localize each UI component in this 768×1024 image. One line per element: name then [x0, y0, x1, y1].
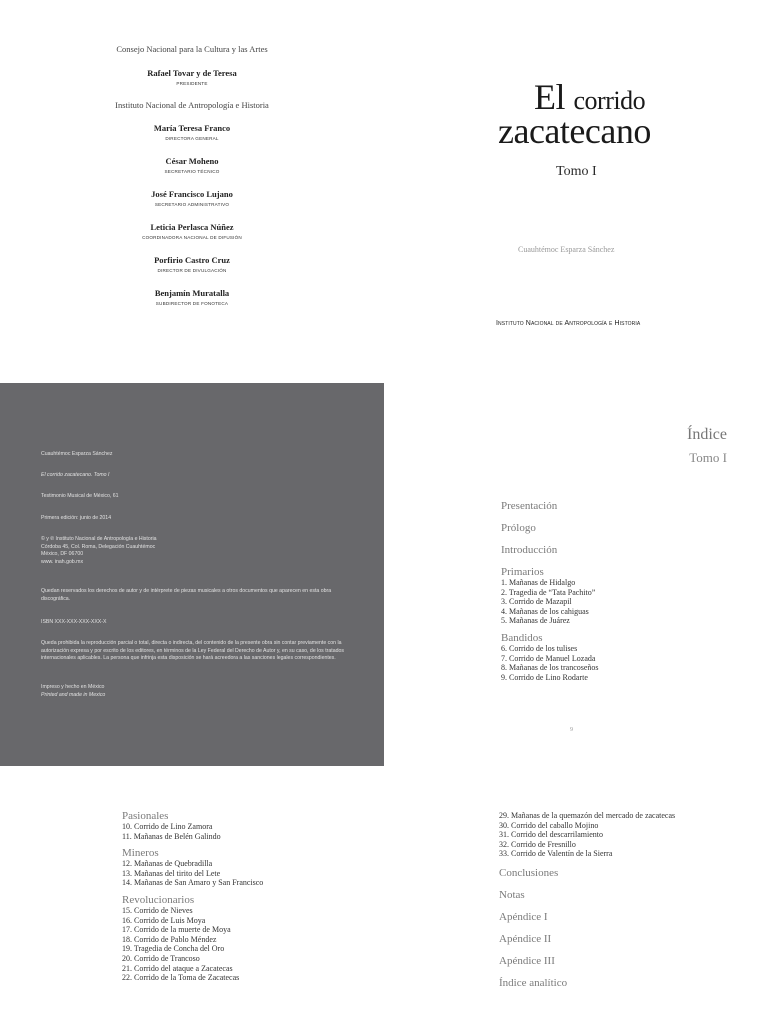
imprint-page	[0, 383, 384, 766]
person-name: Porfirio Castro Cruz	[154, 255, 230, 265]
publisher-name: Instituto Nacional de Antropología e Historia	[496, 320, 641, 327]
imprint-rights: Quedan reservados los derechos de autor y de intérprete de piezas musicales a otros documentos que aparecen en esta obra discográfica.	[41, 588, 332, 602]
list-item: 15. Corrido de Nieves	[122, 905, 193, 915]
index-section: Prólogo	[501, 522, 536, 534]
credit-entry	[0, 123, 384, 141]
list-item: 30. Corrido del caballo Mojino	[499, 820, 599, 830]
org-name-conaculta: Consejo Nacional para la Cultura y las Artes	[116, 44, 268, 54]
book-title-line2: zacatecano	[498, 111, 651, 151]
index-section: Primarios	[501, 566, 544, 578]
imprint-title: El corrido zacatecano. Tomo I	[41, 472, 110, 478]
author-name: Cuauhtémoc Esparza Sánchez	[518, 245, 615, 254]
list-item: 18. Corrido de Pablo Méndez	[122, 934, 217, 944]
list-item: 33. Corrido de Valentín de la Sierra	[499, 849, 613, 859]
index-section: Apéndice I	[499, 910, 548, 923]
index-list	[122, 810, 263, 983]
index-list	[499, 811, 675, 989]
person-name: Rafael Tovar y de Teresa	[147, 68, 237, 78]
list-item: 11. Mañanas de Belén Galindo	[122, 831, 221, 841]
list-item: 4. Mañanas de los cahiguas	[501, 606, 589, 616]
index-section: Pasionales	[122, 810, 169, 822]
list-item: 10. Corrido de Lino Zamora	[122, 822, 213, 831]
index-page-1	[384, 383, 768, 766]
credit-entry	[0, 288, 384, 306]
list-item: 8. Mañanas de los trancoseños	[501, 663, 599, 673]
person-role: SECRETARIO TÉCNICO	[164, 169, 220, 174]
imprint-printed: Impreso y hecho en México Printed and made in Mexico	[41, 684, 106, 698]
list-item: 13. Mañanas del tirito del Lete	[122, 868, 221, 878]
list-item: 31. Corrido del descarrilamiento	[499, 830, 603, 840]
imprint-isbn: ISBN XXX-XXX-XXX-XXX-X	[41, 619, 107, 625]
index-section: Apéndice II	[499, 932, 552, 945]
person-role: DIRECTORA GENERAL	[165, 136, 219, 141]
list-item: 6. Corrido de los tulises	[501, 643, 578, 653]
index-page-3	[384, 766, 768, 1024]
list-item: 7. Corrido de Manuel Lozada	[501, 653, 596, 663]
index-section: Revolucionarios	[122, 893, 195, 906]
imprint-prohibition: Queda prohibida la reproducción parcial o total, directa o indirecta, del contenido de la presente obra sin contar previamente con la autorización expresa y por escrito de los editores, en términos de la Ley Federal del Derecho de Autor y, en su caso, de los tratados internacionales aplicables. La persona que infrinja esta disposición se hará acreedora a las sanciones legales correspondientes.	[41, 640, 344, 662]
person-role: COORDINADORA NACIONAL DE DIFUSIÓN	[142, 235, 242, 240]
person-role: SUBDIRECTOR DE FONOTECA	[155, 301, 229, 306]
list-item: 19. Tragedia de Concha del Oro	[122, 944, 225, 954]
person-name: Benjamín Muratalla	[154, 288, 230, 298]
list-item: 21. Corrido del ataque a Zacatecas	[122, 963, 233, 973]
title-page	[384, 0, 768, 383]
index-section: Apéndice III	[499, 954, 555, 967]
credits-page	[0, 0, 384, 383]
list-item: 2. Tragedia de “Tata Pachito”	[501, 587, 596, 597]
index-heading: Índice	[687, 426, 727, 443]
org-name-inah: Instituto Nacional de Antropología e Historia	[115, 100, 269, 110]
index-section: Presentación	[501, 500, 558, 512]
person-role: DIRECTOR DE DIVULGACIÓN	[157, 268, 227, 273]
volume-label: Tomo I	[556, 164, 597, 179]
index-list	[501, 500, 599, 682]
index-section: Índice analítico	[499, 976, 568, 989]
list-item: 16. Corrido de Luis Moya	[122, 915, 206, 925]
index-section: Notas	[499, 888, 525, 901]
page-number: 9	[570, 727, 573, 733]
book-title-line1: El corrido	[534, 77, 646, 117]
index-section: Conclusiones	[499, 866, 559, 879]
index-page-2	[0, 766, 384, 1024]
list-item: 20. Corrido de Trancoso	[122, 953, 200, 963]
list-item: 14. Mañanas de San Amaro y San Francisco	[122, 878, 264, 888]
credit-entry	[0, 255, 384, 273]
index-section: Bandidos	[501, 631, 543, 644]
credit-entry	[0, 68, 384, 86]
imprint-series: Testimonio Musical de México, 61	[41, 493, 119, 499]
index-section: Introducción	[501, 544, 558, 556]
list-item: 9. Corrido de Lino Rodarte	[501, 672, 588, 682]
list-item: 29. Mañanas de la quemazón del mercado de zacatecas	[499, 811, 676, 820]
person-name: María Teresa Franco	[153, 123, 231, 133]
imprint-author: Cuauhtémoc Esparza Sánchez	[41, 451, 113, 457]
imprint-copyright: © y ℗ Instituto Nacional de Antropología e Historia Córdoba 45, Col. Roma, Delegación Cuauhtémoc México, DF 06700 www. inah.gob.mx	[41, 536, 157, 565]
person-name: José Francisco Lujano	[151, 189, 233, 199]
list-item: 3. Corrido de Mazapil	[501, 597, 572, 607]
person-role: PRESIDENTE	[176, 81, 208, 86]
list-item: 32. Corrido de Fresnillo	[499, 839, 576, 849]
imprint-edition: Primera edición: junio de 2014	[41, 515, 112, 521]
list-item: 5. Mañanas de Juárez	[501, 616, 570, 626]
list-item: 22. Corrido de la Toma de Zacatecas	[122, 973, 240, 983]
credit-entry	[0, 156, 384, 174]
index-subheading: Tomo I	[689, 450, 727, 465]
index-section: Mineros	[122, 847, 159, 860]
person-name: César Moheno	[165, 156, 219, 166]
list-item: 17. Corrido de la muerte de Moya	[122, 925, 231, 935]
person-role: SECRETARIO ADMINISTRATIVO	[154, 202, 230, 207]
list-item: 12. Mañanas de Quebradilla	[122, 859, 213, 869]
list-item: 1. Mañanas de Hidalgo	[501, 578, 576, 587]
credit-entry	[0, 189, 384, 207]
credit-entry	[0, 222, 384, 240]
person-name: Leticia Perlasca Núñez	[150, 222, 234, 232]
